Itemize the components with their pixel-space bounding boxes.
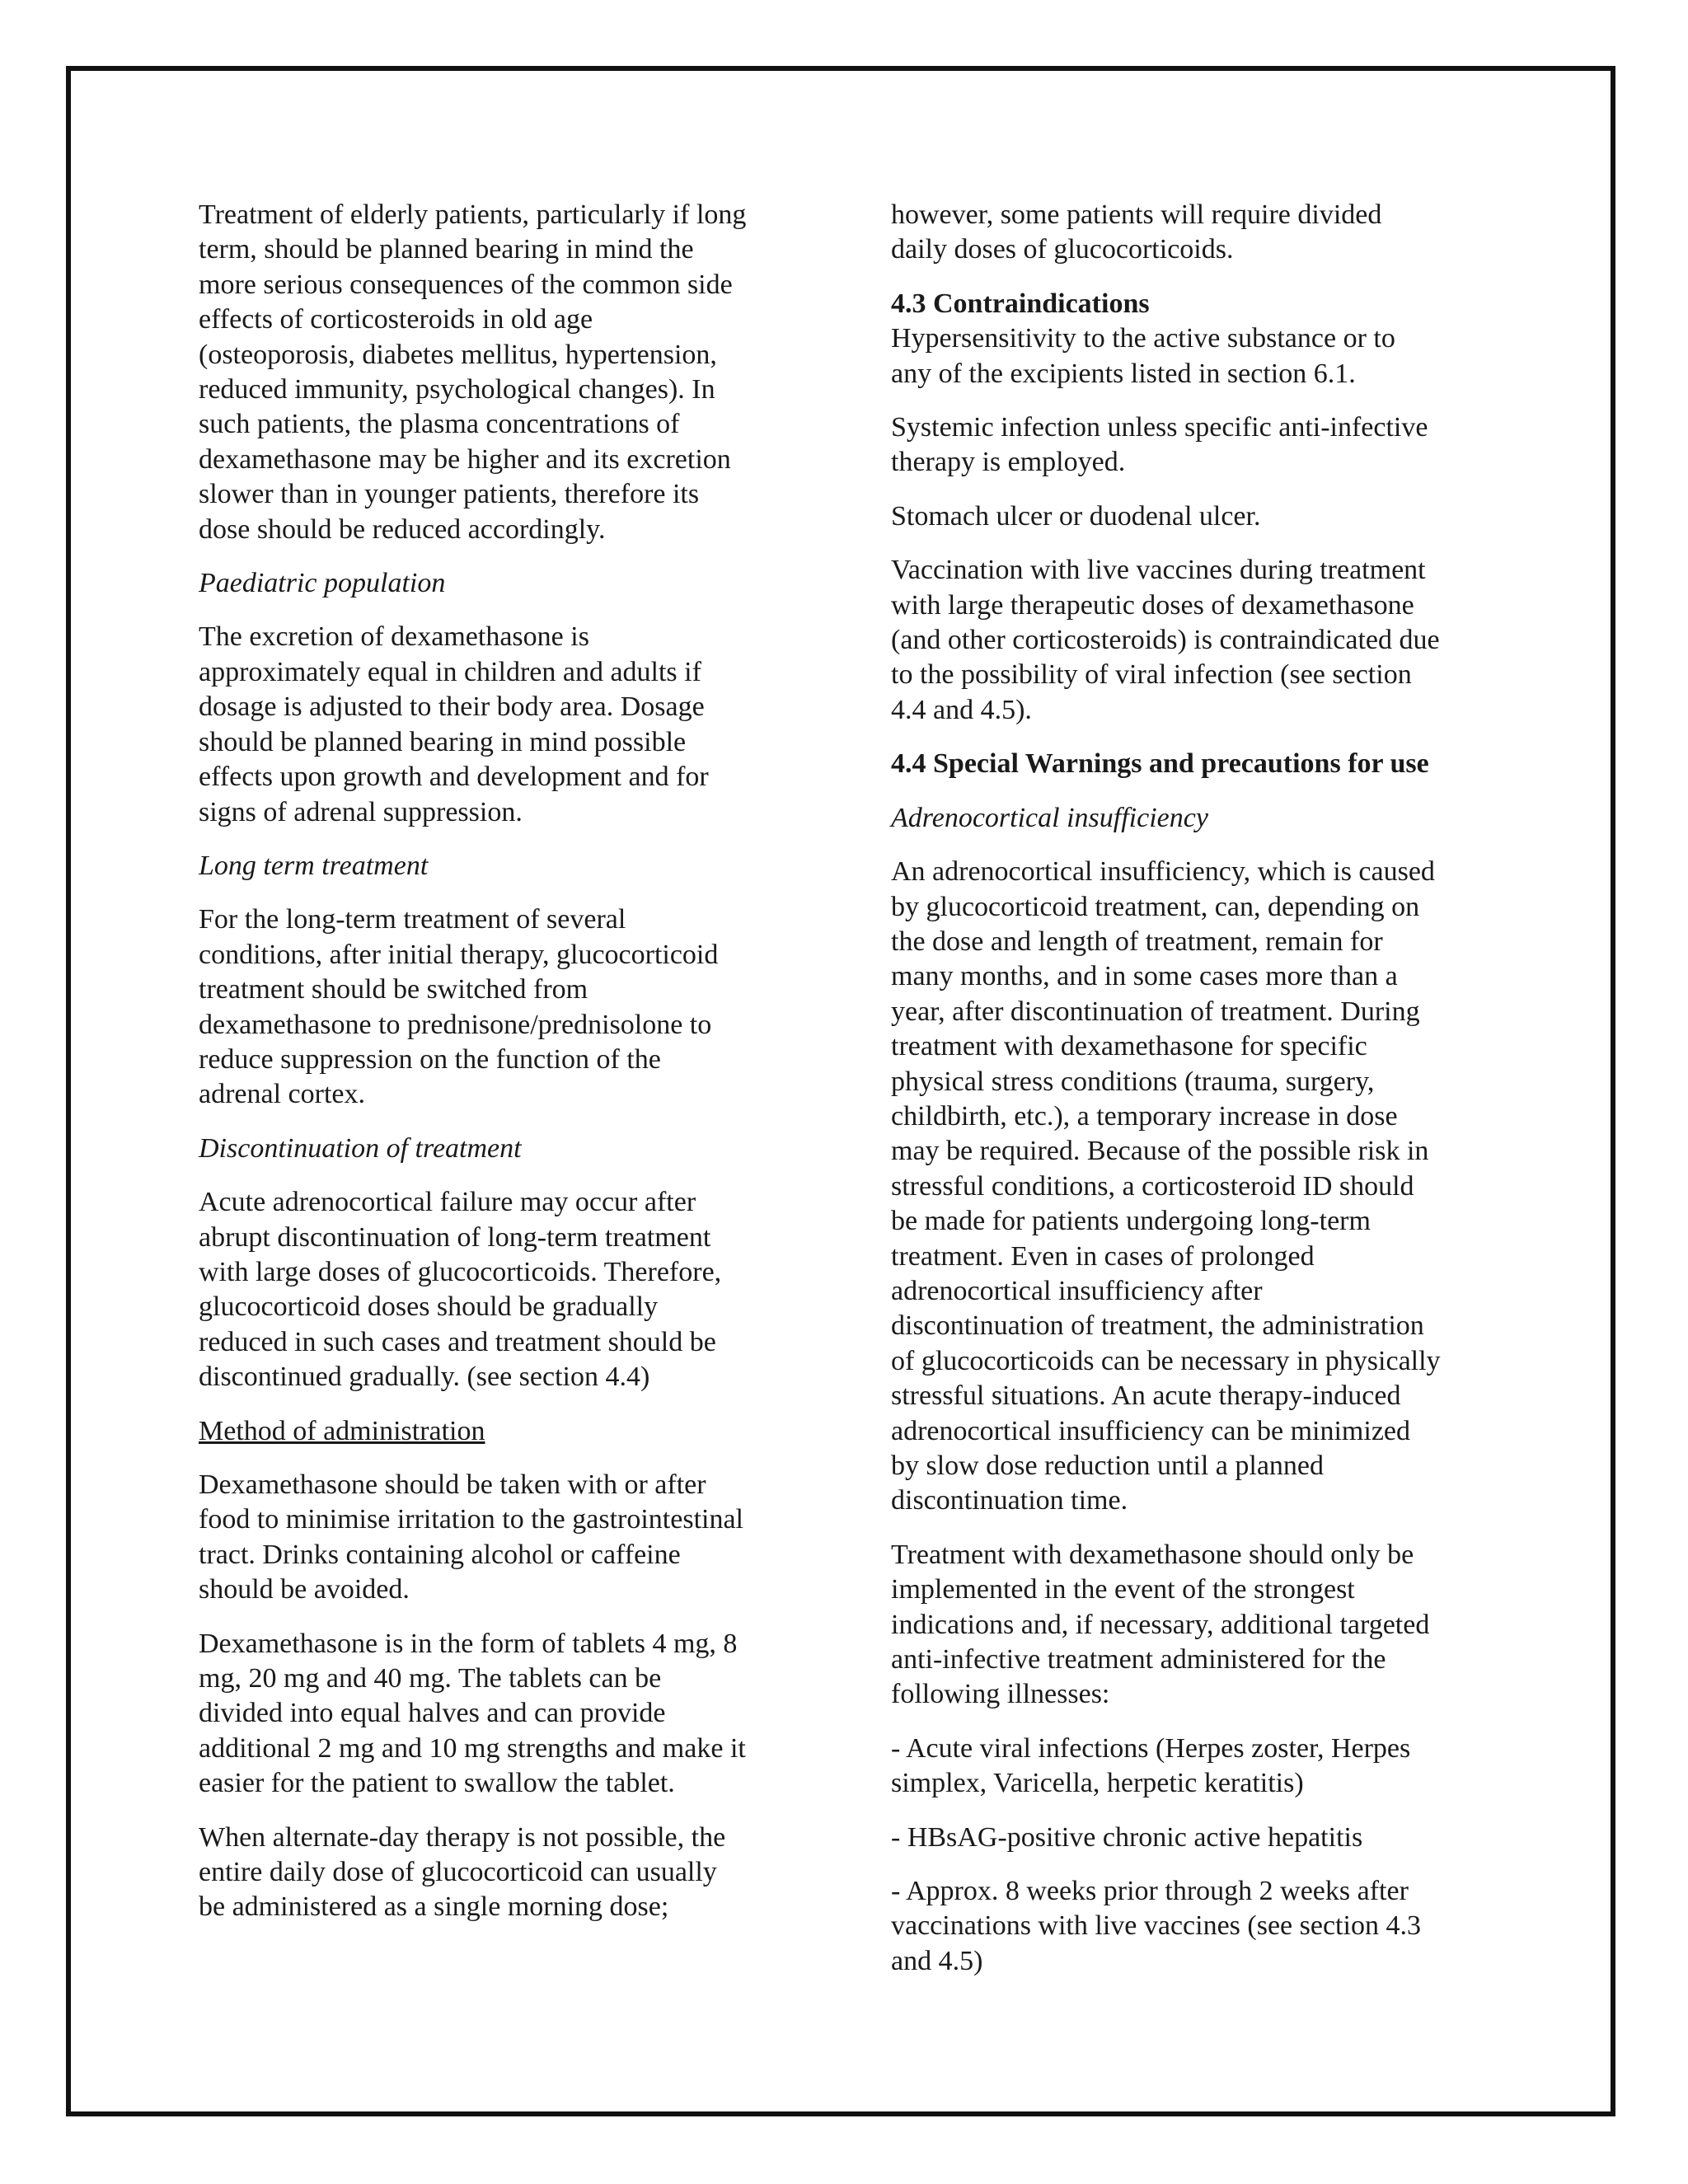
targeted-treatment-paragraph: Treatment with dexamethasone should only be implemented in the event of the strongest indications and, if necessary, additional targeted anti-infective treatment administered for the following illnesses: [891,1539,1430,1710]
contraindications-hypersensitivity: Hypersensitivity to the active substance or to any of the excipients listed in section 6.1. [891,323,1395,389]
contraindications-ulcer: Stomach ulcer or duodenal ulcer. [891,500,1261,532]
method-paragraph-food: Dexamethasone should be taken with or after food to minimise irritation to the gastrointestinal tract. Drinks containing alcohol or caffeine should be avoided. [199,1469,744,1605]
long-term-treatment-heading: Long term treatment [199,850,429,881]
long-term-treatment-paragraph: For the long-term treatment of several conditions, after initial therapy, glucocorticoid treatment should be switched from dexamethasone to prednisone/prednisolone to reduce suppression on the function of the adrenal cortex. [199,904,719,1110]
discontinuation-paragraph: Acute adrenocortical failure may occur after abrupt discontinuation of long-term treatment with large doses of glucocorticoids. Therefore, glucocorticoid doses should be gradually reduced in such cases and treatment should be discontinued gradually. (see section 4.4) [199,1187,722,1393]
contraindications-heading: 4.3 Contraindications [891,288,1150,319]
contraindications-vaccination: Vaccination with live vaccines during treatment with large therapeutic doses of dexamethasone (and other corticosteroids) is contraindicated due to the possibility of viral infection (see section 4.4 and 4.5). [891,555,1440,725]
paediatric-population-paragraph: The excretion of dexamethasone is approximately equal in children and adults if dosage is adjusted to their body area. Dosage should be planned bearing in mind possible effects upon growth and development and for signs of adrenal suppression. [199,621,709,827]
continuation-paragraph: however, some patients will require divided daily doses of glucocorticoids. [891,199,1382,265]
contraindications-systemic-infection: Systemic infection unless specific anti-infective therapy is employed. [891,412,1428,478]
illness-item-hepatitis: - HBsAG-positive chronic active hepatitis [891,1821,1363,1853]
method-paragraph-tablets: Dexamethasone is in the form of tablets 4 mg, 8 mg, 20 mg and 40 mg. The tablets can be divided into equal halves and can provide additional 2 mg and 10 mg strengths and make it easier for the patient to swallow the tablet. [199,1628,746,1799]
elderly-patients-paragraph: Treatment of elderly patients, particularly if long term, should be planned bearing in mind the more serious consequences of the common side effects of corticosteroids in old age (osteoporosis, diabetes mellitus, hypertension, reduced immunity, psychological changes). In such patients, the plasma concentrations of dexamethasone may be higher and its excretion slower than in younger patients, therefore its dose should be reduced accordingly. [199,199,747,545]
method-of-administration-heading: Method of administration [199,1415,485,1446]
adrenocortical-insufficiency-heading: Adrenocortical insufficiency [891,802,1208,833]
special-warnings-heading: 4.4 Special Warnings and precautions for use [891,748,1429,780]
right-column [891,198,1497,1979]
discontinuation-heading: Discontinuation of treatment [199,1132,522,1164]
paediatric-population-heading: Paediatric population [199,568,446,599]
illness-item-vaccinations: - Approx. 8 weeks prior through 2 weeks after vaccinations with live vaccines (see section 4.3 and 4.5) [891,1876,1421,1976]
illness-item-viral-infections: - Acute viral infections (Herpes zoster, Herpes simplex, Varicella, herpetic keratitis) [891,1732,1411,1799]
method-paragraph-alternate-day: When alternate-day therapy is not possible, the entire daily dose of glucocorticoid can usually be administered as a single morning dose; [199,1821,726,1923]
left-column [199,198,796,1925]
adrenocortical-insufficiency-paragraph: An adrenocortical insufficiency, which is caused by glucocorticoid treatment, can, depending on the dose and length of treatment, remain for many months, and in some cases more than a year, after discontinuation of treatment. During treatment with dexamethasone for specific physical stress conditions (trauma, surgery, childbirth, etc.), a temporary increase in dose may be required. Because of the possible risk in stressful conditions, a corticosteroid ID should be made for patients undergoing long-term treatment. Even in cases of prolonged adrenocortical insufficiency after discontinuation of treatment, the administration of glucocorticoids can be necessary in physically stressful situations. An acute therapy-induced adrenocortical insufficiency can be minimized by slow dose reduction until a planned discontinuation time. [891,856,1441,1516]
